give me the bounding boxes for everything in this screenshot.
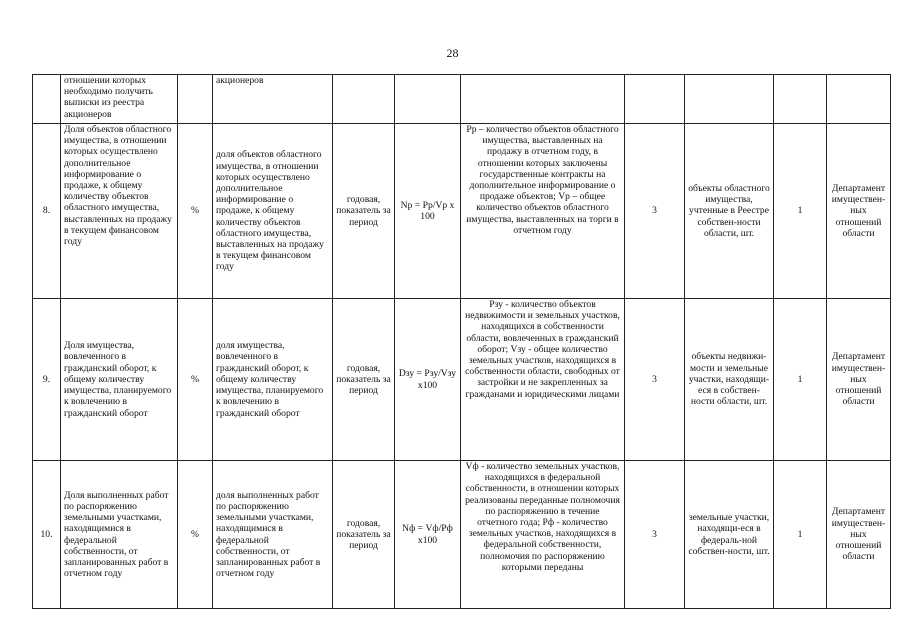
weight-cell <box>625 75 685 124</box>
period-cell <box>333 75 395 124</box>
weight-cell: 3 <box>625 124 685 299</box>
source-cell: объекты областного имущества, учтенные в Реестре собствен-ности области, шт. <box>685 124 774 299</box>
formula-description: Рр – количество объектов областного имущества, выставленных на продажу в отчетном году, в отношении которых заключены государственные контракты на дополнительное информирование о продаже объектов; Vр – общее количество объектов областного имущества, выставленных на торги в отчетном году <box>461 124 625 299</box>
period-cell: годовая, показатель за период <box>333 461 395 609</box>
responsible-org: Департамент имуществен-ных отношений области <box>827 461 891 609</box>
formula-description: Рзу - количество объектов недвижимости и земельных участков, находящихся в собственности области, вовлеченных в гражданский оборот; Vзу - общее количество земельных участков, находящихся в собственности области, свободных от застройки и не закрепленных за гражданами и юридическими лицами <box>461 299 625 461</box>
responsible-org: Департамент имуществен-ных отношений области <box>827 299 891 461</box>
value-cell: 1 <box>774 461 827 609</box>
row-number <box>33 75 61 124</box>
formula-cell: Nф = Vф/Pф x100 <box>395 461 461 609</box>
weight-cell: 3 <box>625 299 685 461</box>
weight-cell: 3 <box>625 461 685 609</box>
table-row <box>33 299 891 461</box>
row-number: 9. <box>33 299 61 461</box>
table-row <box>33 461 891 609</box>
value-cell: 1 <box>774 124 827 299</box>
unit-cell: % <box>178 299 213 461</box>
source-cell <box>685 75 774 124</box>
formula-cell <box>395 75 461 124</box>
value-cell: 1 <box>774 299 827 461</box>
indicator-name: Доля объектов областного имущества, в отношении которых осуществлено дополнительное информирование о продаже, к общему количеству объектов областного имущества, выставленных на продажу в текущем финансовом году <box>61 124 178 299</box>
period-cell: годовая, показатель за период <box>333 299 395 461</box>
unit-cell: % <box>178 124 213 299</box>
page-number: 28 <box>446 46 459 60</box>
formula-description: Vф - количество земельных участков, находящихся в федеральной собственности, в отношении которых реализованы переданные полномочия по распоряжению в течение отчетного года; Рф - количество земельных участков, находящихся в федеральной собственности, полномочия по распоряжению которыми переданы <box>461 461 625 609</box>
indicators-table <box>32 74 891 609</box>
row-number: 10. <box>33 461 61 609</box>
value-cell <box>774 75 827 124</box>
unit-cell: % <box>178 461 213 609</box>
table-row <box>33 124 891 299</box>
source-cell: объекты недвижи-мости и земельные участки, находящи-еся в собствен-ности области, шт. <box>685 299 774 461</box>
formula-description <box>461 75 625 124</box>
indicator-name: Доля выполненных работ по распоряжению земельными участками, находящимися в федеральной собственности, от запланированных работ в отчетном году <box>61 461 178 609</box>
table-row <box>33 75 891 124</box>
responsible-org: Департамент имуществен-ных отношений области <box>827 124 891 299</box>
formula-cell: Dзу = Pзу/Vзу x100 <box>395 299 461 461</box>
row-number: 8. <box>33 124 61 299</box>
indicator-definition: доля выполненных работ по распоряжению земельными участками, находящимися в федеральной собственности, от запланированных работ в отчетном году <box>213 461 333 609</box>
indicator-definition: акционеров <box>213 75 333 124</box>
source-cell: земельные участки, находящи-еся в федераль-ной собствен-ности, шт. <box>685 461 774 609</box>
indicator-name: Доля имущества, вовлеченного в гражданский оборот, к общему количеству имущества, планируемого к вовлечению в гражданский оборот <box>61 299 178 461</box>
indicator-definition: доля объектов областного имущества, в отношении которых осуществлено дополнительное информирование о продаже, к общему количеству объектов областного имущества, выставленных на продажу в текущем финансовом году <box>213 124 333 299</box>
period-cell: годовая, показатель за период <box>333 124 395 299</box>
unit-cell <box>178 75 213 124</box>
indicator-definition: доля имущества, вовлеченного в гражданский оборот, к общему количеству имущества, планируемого к вовлечению в гражданский оборот <box>213 299 333 461</box>
indicator-name: отношении которых необходимо получить выписки из реестра акционеров <box>61 75 178 124</box>
responsible-org <box>827 75 891 124</box>
formula-cell: Nр = Pр/Vр x 100 <box>395 124 461 299</box>
